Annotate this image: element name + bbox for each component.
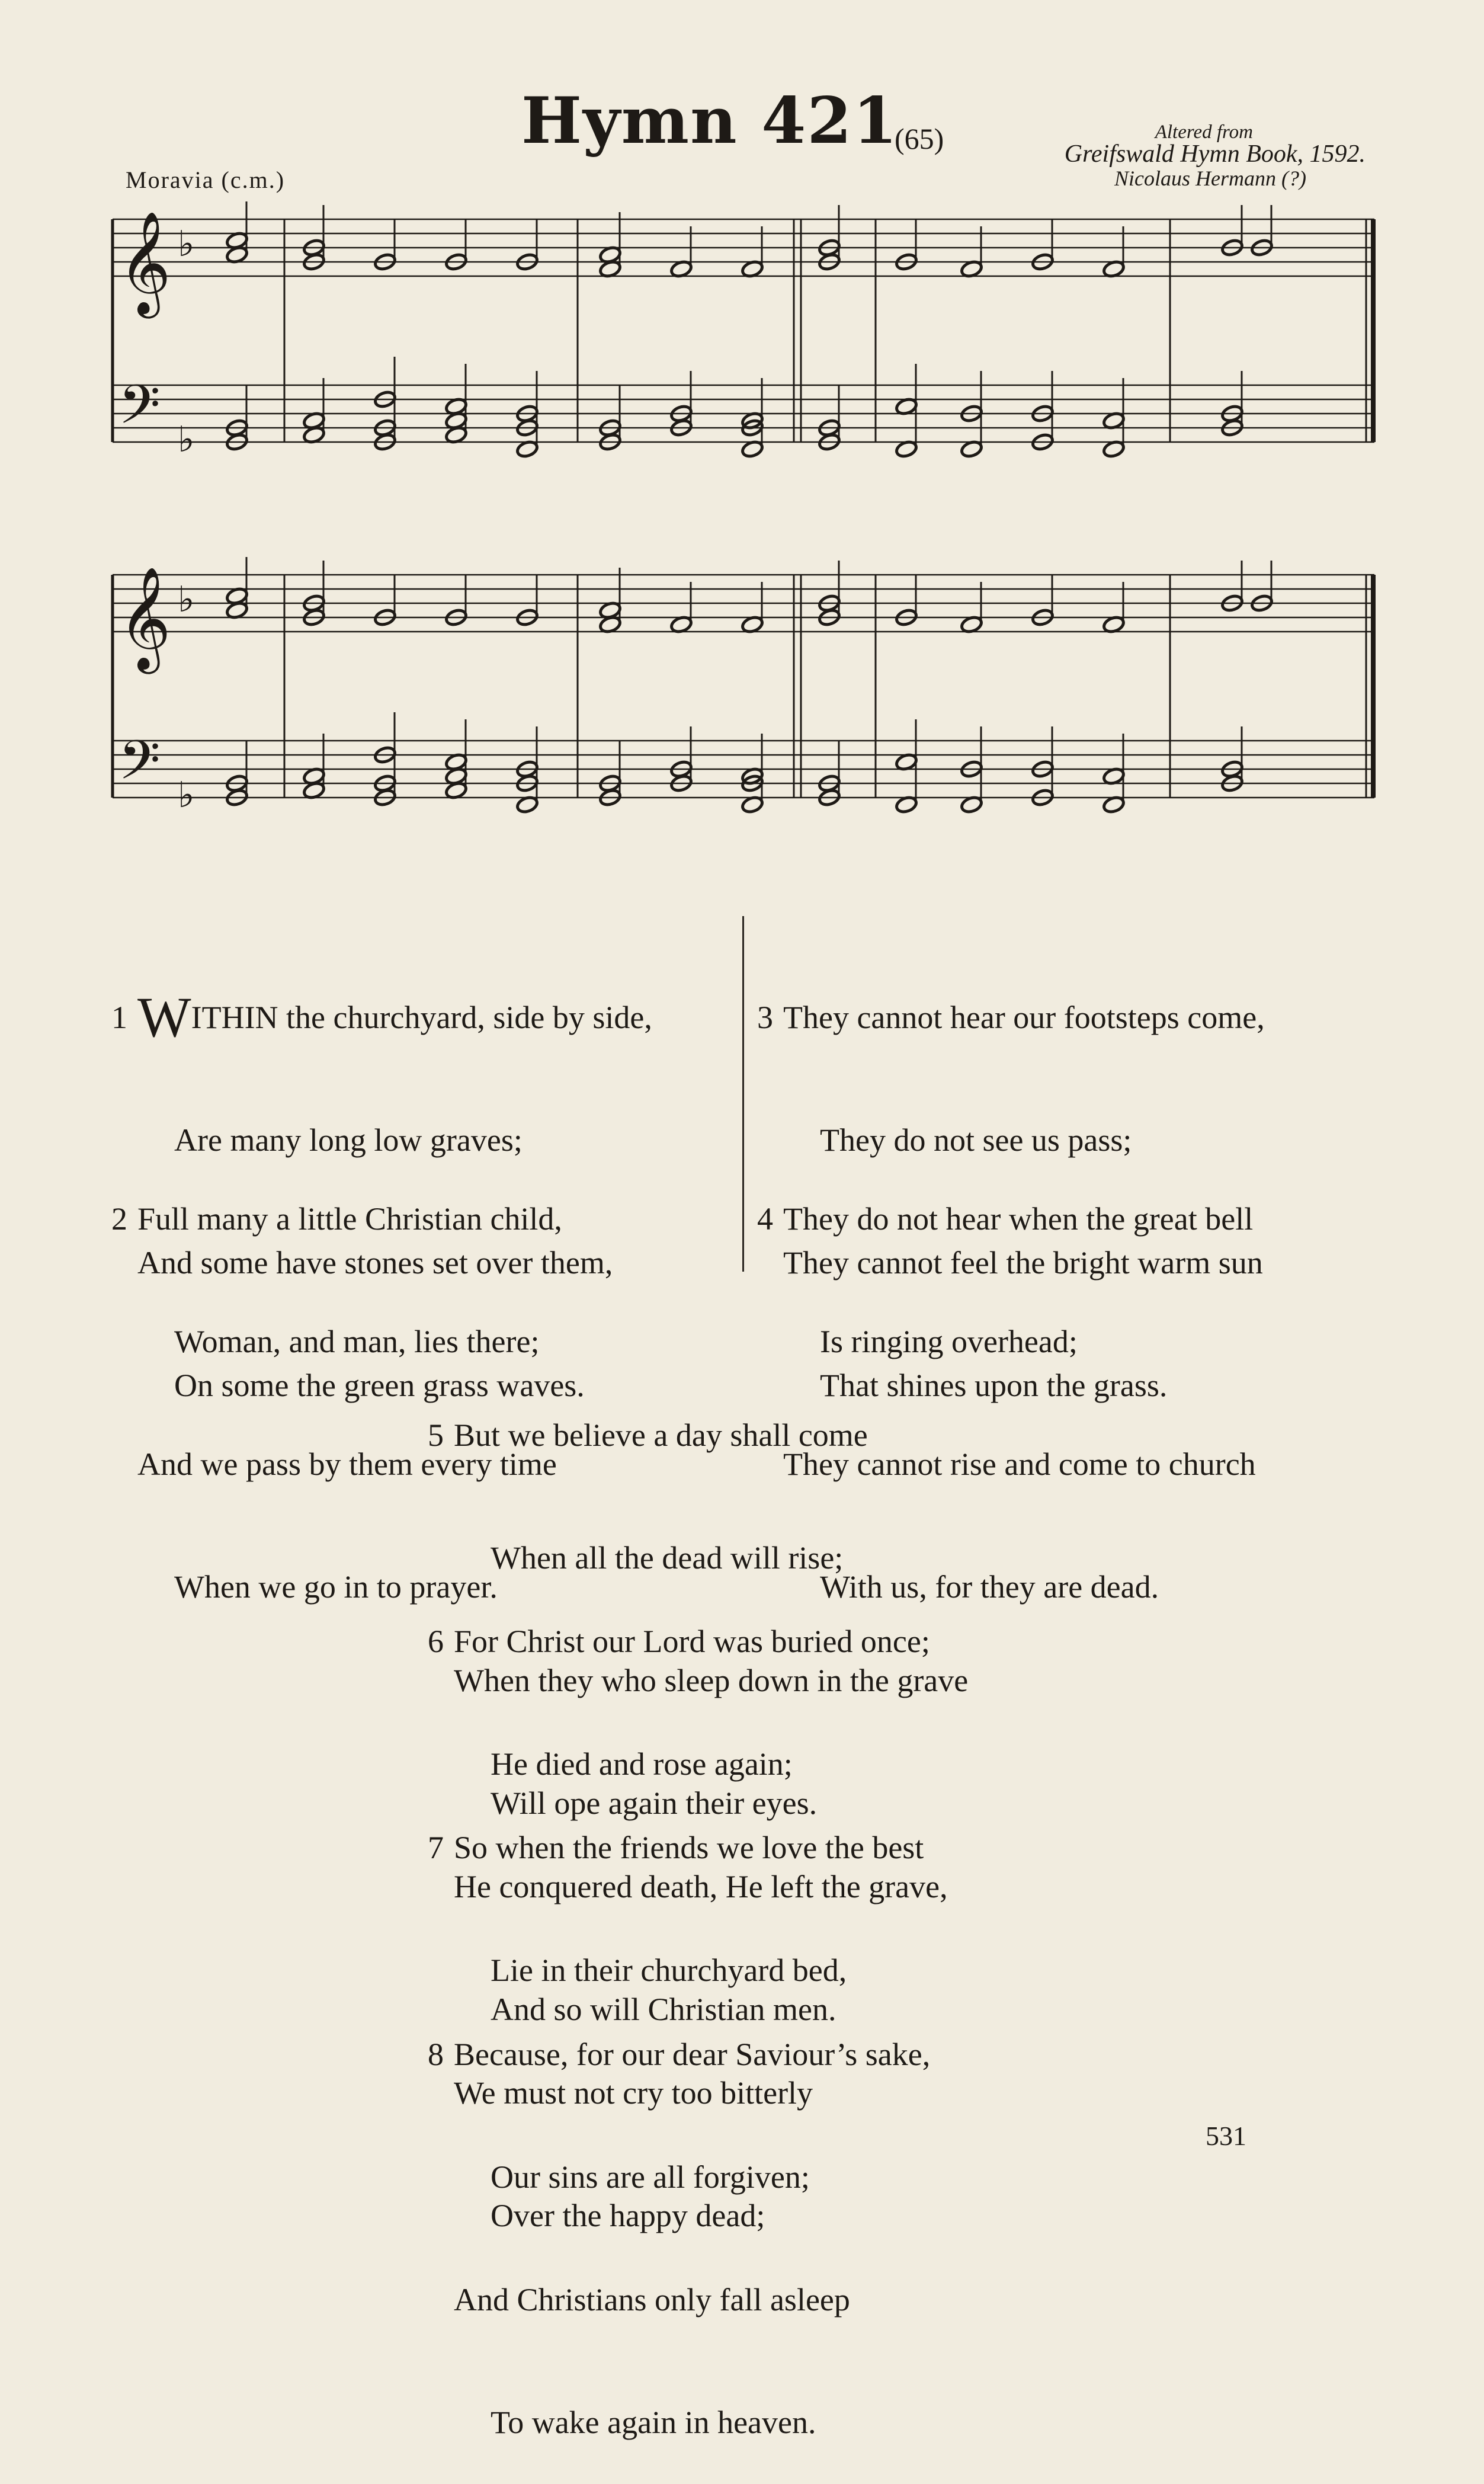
hymn-title: Hymn 421 — [521, 84, 899, 158]
verse-line: They cannot feel the bright warm sun — [783, 1245, 1263, 1281]
flat-icon: ♭ — [178, 419, 195, 460]
verse-number: 3 — [757, 1000, 773, 1035]
verse-line: When we go in to prayer. — [174, 1569, 498, 1605]
verse-line: He died and rose again; — [491, 1746, 793, 1782]
drop-cap: W — [137, 985, 191, 1049]
verse-line: Are many long low graves; — [174, 1122, 523, 1158]
verse-line: When they who sleep down in the grave — [454, 1663, 969, 1698]
bass-clef-icon: 𝄢 — [118, 729, 161, 805]
verse-line: We must not cry too bitterly — [454, 2075, 813, 2111]
verse-line: Woman, and man, lies there; — [174, 1324, 540, 1359]
verse-line: ITHIN the churchyard, side by side, — [191, 1000, 652, 1035]
verse-line: Over the happy dead; — [491, 2198, 765, 2233]
verse-line: Because, for our dear Saviour’s sake, — [454, 2037, 931, 2072]
attribution-line-3: Nicolaus Hermann (?) — [1114, 167, 1306, 190]
treble-clef-icon: 𝄞 — [118, 211, 171, 314]
verse-line: They do not hear when the great bell — [783, 1201, 1254, 1237]
hymn-alt-number: (65) — [895, 122, 944, 155]
flat-icon: ♭ — [178, 223, 195, 265]
verse-8 — [428, 1952, 930, 2484]
verse-line: For Christ our Lord was buried once; — [454, 1624, 930, 1659]
verse-line: Will ope again their eyes. — [491, 1785, 818, 1821]
verse-line: Our sins are all forgiven; — [491, 2159, 810, 2195]
attribution-line-1: Altered from — [1155, 121, 1253, 143]
verse-number: 6 — [428, 1624, 444, 1659]
verse-line: Is ringing overhead; — [820, 1324, 1078, 1359]
verse-line: Full many a little Christian child, — [137, 1201, 562, 1237]
verse-line: On some the green grass waves. — [174, 1368, 585, 1403]
flat-icon: ♭ — [178, 579, 195, 620]
verse-line: And Christians only fall asleep — [454, 2282, 850, 2317]
verse-line: They cannot hear our footsteps come, — [783, 1000, 1265, 1035]
page-number: 531 — [1206, 2121, 1246, 2151]
attribution-line-2: Greifswald Hymn Book, 1592. — [1064, 140, 1366, 168]
verse-number: 2 — [111, 1201, 127, 1237]
verse-number: 5 — [428, 1417, 444, 1453]
music-system-1 — [0, 201, 1484, 521]
verse-line: He conquered death, He left the grave, — [454, 1869, 948, 1904]
verse-number: 7 — [428, 1830, 444, 1865]
verse-number: 8 — [428, 2037, 444, 2072]
verse-line: To wake again in heaven. — [491, 2405, 816, 2440]
music-system-2 — [0, 557, 1484, 877]
verse-line: And some have stones set over them, — [137, 1245, 613, 1281]
verse-line: So when the friends we love the best — [454, 1830, 924, 1865]
tune-name: Moravia (c.m.) — [126, 167, 286, 193]
verse-line: Lie in their churchyard bed, — [491, 1952, 847, 1988]
verse-line: That shines upon the grass. — [820, 1368, 1168, 1403]
verse-line: And we pass by them every time — [137, 1446, 557, 1482]
verse-number: 1 — [111, 1000, 127, 1035]
verse-line: They cannot rise and come to church — [783, 1446, 1256, 1482]
bass-clef-icon: 𝄢 — [118, 373, 161, 449]
column-divider — [742, 916, 744, 1272]
flat-icon: ♭ — [178, 774, 195, 816]
verse-line: With us, for they are dead. — [820, 1569, 1159, 1605]
verse-line: And so will Christian men. — [491, 1992, 836, 2027]
verse-line: But we believe a day shall come — [454, 1417, 868, 1453]
verse-line: They do not see us pass; — [820, 1122, 1132, 1158]
treble-clef-icon: 𝄞 — [118, 566, 171, 670]
verse-line: When all the dead will rise; — [491, 1540, 844, 1576]
verse-number: 4 — [757, 1201, 773, 1237]
